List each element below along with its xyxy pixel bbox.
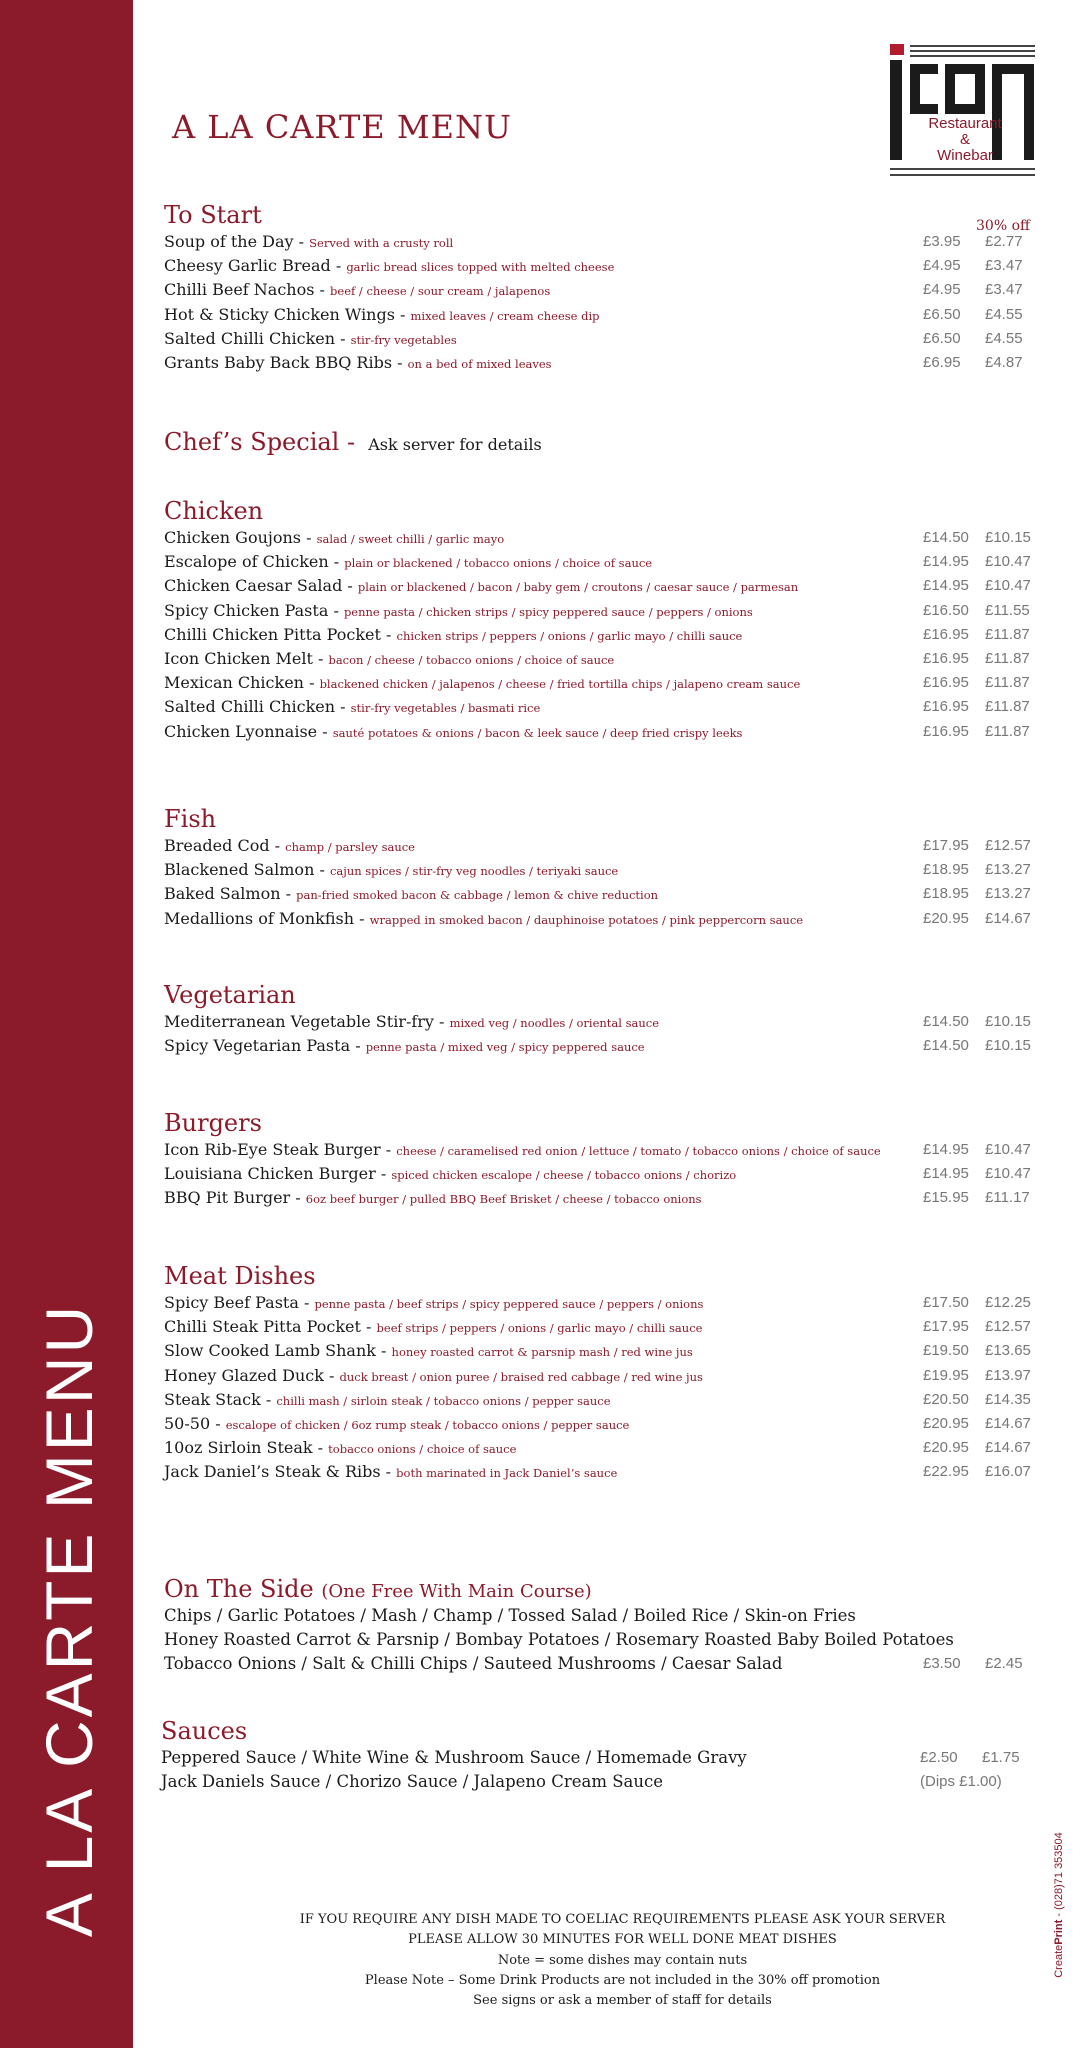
item-name: 50-50 - <box>164 1413 221 1433</box>
menu-item <box>164 907 1046 931</box>
item-name: Icon Rib-Eye Steak Burger - <box>164 1140 392 1159</box>
item-name: Chips / Garlic Potatoes / Mash / Champ / Tossed Salad / Boiled Rice / Skin-on Fries <box>164 1606 856 1625</box>
item-discounted-price: £1.75 <box>982 1749 1020 1766</box>
restaurant-logo: Restaurant & Winebar <box>890 40 1040 180</box>
item-discounted-price: £11.17 <box>985 1189 1030 1207</box>
item-name: Honey Roasted Carrot & Parsnip / Bombay Potatoes / Rosemary Roasted Baby Boiled Potatoes <box>164 1630 954 1650</box>
footer-line: Please Note – Some Drink Products are not included in the 30% off promotion <box>364 1972 881 1988</box>
item-price: £14.50 <box>923 1037 969 1055</box>
menu-item <box>164 550 1046 574</box>
item-description: mixed leaves / cream cheese dip <box>410 308 600 323</box>
item-price: £15.95 <box>923 1189 969 1207</box>
item-description: mixed veg / noodles / oriental sauce <box>449 1016 660 1030</box>
item-discounted-price: £3.47 <box>985 281 1023 299</box>
menu-section-burgers <box>164 1108 1046 1211</box>
item-discounted-price: £11.87 <box>985 722 1030 740</box>
footer-line: IF YOU REQUIRE ANY DISH MADE TO COELIAC REQUIREMENTS PLEASE ASK YOUR SERVER <box>299 1912 946 1927</box>
item-name: Chicken Goujons - <box>164 528 312 547</box>
item-price: £20.95 <box>923 1414 969 1432</box>
item-discounted-price: £12.57 <box>985 1318 1031 1336</box>
item-price: £22.95 <box>923 1463 969 1481</box>
item-price: £20.95 <box>923 909 969 927</box>
menu-item <box>164 858 1046 882</box>
section-heading: Meat Dishes <box>164 1262 316 1290</box>
item-price: £16.95 <box>923 722 969 740</box>
section-heading: To Start <box>164 201 262 229</box>
item-price: £16.95 <box>923 649 969 667</box>
discount-column-label: 30% off <box>976 218 1030 234</box>
item-name: Breaded Cod - <box>164 836 281 855</box>
item-discounted-price: £2.77 <box>985 233 1023 250</box>
item-name: Louisiana Chicken Burger - <box>164 1164 387 1184</box>
menu-item <box>164 647 1046 671</box>
item-name: Peppered Sauce / White Wine & Mushroom Sauce / Homemade Gravy <box>161 1748 747 1767</box>
item-price: £20.95 <box>923 1439 969 1457</box>
printer-credit: CreatePrint - (028)71 353504 <box>1053 1832 1065 1978</box>
item-discounted-price: £11.87 <box>985 674 1030 692</box>
menu-item <box>161 1770 1046 1794</box>
menu-section-vegetarian <box>164 980 1046 1058</box>
item-price: £14.95 <box>923 1165 969 1183</box>
item-discounted-price: £11.87 <box>985 698 1030 716</box>
item-price: £19.95 <box>923 1366 969 1384</box>
item-discounted-price: £13.65 <box>985 1342 1031 1360</box>
item-name: Soup of the Day - <box>164 232 305 251</box>
item-price: £6.95 <box>923 353 961 371</box>
section-heading: Burgers <box>164 1109 262 1137</box>
item-description: bacon / cheese / tobacco onions / choice of sauce <box>328 652 615 667</box>
item-price: £16.50 <box>923 601 969 619</box>
item-name: Steak Stack - <box>164 1389 272 1409</box>
item-price: £14.50 <box>923 529 969 546</box>
item-description: champ / parsley sauce <box>285 840 415 854</box>
menu-item <box>164 254 1046 278</box>
item-price: (Dips £1.00) <box>920 1773 1002 1791</box>
item-description: plain or blackened / tobacco onions / choice of sauce <box>344 556 653 571</box>
item-name: Spicy Beef Pasta - <box>164 1293 310 1312</box>
item-description: garlic bread slices topped with melted cheese <box>346 260 615 275</box>
section-heading: Vegetarian <box>164 981 296 1009</box>
item-discounted-price: £2.45 <box>985 1655 1023 1673</box>
item-description: beef / cheese / sour cream / jalapenos <box>330 284 551 299</box>
item-description: cheese / caramelised red onion / lettuce / tomato / tobacco onions / choice of sauce <box>396 1144 881 1158</box>
item-discounted-price: £11.87 <box>985 625 1030 643</box>
menu-item <box>164 303 1046 327</box>
item-price: £14.95 <box>923 1141 969 1158</box>
item-discounted-price: £4.87 <box>985 353 1023 371</box>
item-price: £16.95 <box>923 698 969 716</box>
item-price: £6.50 <box>923 329 961 347</box>
item-discounted-price: £10.47 <box>985 577 1031 595</box>
item-name: Mexican Chicken - <box>164 673 315 693</box>
item-discounted-price: £10.15 <box>985 1013 1031 1030</box>
section-heading: Fish <box>164 805 217 833</box>
menu-item <box>164 720 1046 744</box>
item-discounted-price: £12.25 <box>985 1294 1031 1311</box>
item-name: Icon Chicken Melt - <box>164 648 324 668</box>
menu-item <box>164 1010 1046 1034</box>
item-discounted-price: £10.15 <box>985 1037 1031 1055</box>
menu-item <box>164 1388 1046 1412</box>
item-name: Chicken Lyonnaise - <box>164 721 328 741</box>
item-price: £18.95 <box>923 861 969 879</box>
item-price: £2.50 <box>920 1749 958 1766</box>
item-name: Tobacco Onions / Salt & Chilli Chips / Sauteed Mushrooms / Caesar Salad <box>164 1654 783 1674</box>
item-description: penne pasta / chicken strips / spicy peppered sauce / peppers / onions <box>343 604 753 619</box>
item-price: £20.50 <box>923 1390 969 1408</box>
item-discounted-price: £14.67 <box>985 909 1031 927</box>
item-name: Medallions of Monkfish - <box>164 908 365 928</box>
menu-item <box>164 882 1046 906</box>
item-discounted-price: £12.57 <box>985 837 1031 854</box>
item-name: Hot & Sticky Chicken Wings - <box>164 304 406 324</box>
item-price: £17.95 <box>923 837 969 854</box>
menu-item <box>164 1138 1046 1162</box>
menu-item <box>164 1652 1046 1676</box>
item-name: Chilli Beef Nachos - <box>164 280 325 300</box>
item-price: £18.95 <box>923 885 969 903</box>
item-name: Chicken Caesar Salad - <box>164 576 353 596</box>
section-subtitle: (One Free With Main Course) <box>321 1581 592 1602</box>
menu-item <box>164 1291 1046 1315</box>
item-price: £14.50 <box>923 1013 969 1030</box>
item-price: £6.50 <box>923 305 961 323</box>
menu-item <box>164 1364 1046 1388</box>
item-name: Slow Cooked Lamb Shank - <box>164 1341 387 1361</box>
section-heading: Chicken <box>164 497 264 525</box>
menu-section-meat-dishes <box>164 1261 1046 1485</box>
item-description: duck breast / onion puree / braised red cabbage / red wine jus <box>339 1369 703 1384</box>
page-title: A LA CARTE MENU <box>172 108 512 146</box>
item-discounted-price: £10.47 <box>985 1141 1031 1158</box>
item-description: escalope of chicken / 6oz rump steak / tobacco onions / pepper sauce <box>225 1417 630 1432</box>
item-description: penne pasta / mixed veg / spicy peppered sauce <box>365 1040 645 1055</box>
item-name: Jack Daniel’s Steak & Ribs - <box>164 1462 392 1482</box>
footer-line: Note = some dishes may contain nuts <box>497 1952 748 1968</box>
menu-item <box>164 278 1046 302</box>
item-price: £19.50 <box>923 1342 969 1360</box>
item-discounted-price: £16.07 <box>985 1463 1031 1481</box>
item-discounted-price: £13.27 <box>985 885 1031 903</box>
item-price: £16.95 <box>923 625 969 643</box>
item-description: stir-fry vegetables <box>350 332 457 347</box>
item-description: plain or blackened / bacon / baby gem / croutons / caesar sauce / parmesan <box>357 580 799 595</box>
menu-item <box>164 599 1046 623</box>
menu-item <box>164 1162 1046 1186</box>
item-discounted-price: £14.67 <box>985 1439 1031 1457</box>
menu-item <box>164 574 1046 598</box>
chefs-special <box>164 428 542 456</box>
menu-item <box>161 1746 1046 1770</box>
item-name: Cheesy Garlic Bread - <box>164 256 342 276</box>
item-description: on a bed of mixed leaves <box>407 356 552 371</box>
item-discounted-price: £14.67 <box>985 1414 1031 1432</box>
item-price: £3.95 <box>923 233 961 250</box>
item-price: £4.95 <box>923 257 961 275</box>
menu-item <box>164 526 1046 550</box>
item-description: beef strips / peppers / onions / garlic mayo / chilli sauce <box>376 1321 703 1336</box>
item-price: £4.95 <box>923 281 961 299</box>
item-name: BBQ Pit Burger - <box>164 1188 301 1208</box>
item-price: £17.50 <box>923 1294 969 1311</box>
menu-section-sauces <box>161 1716 1046 1794</box>
item-name: Spicy Chicken Pasta - <box>164 600 339 620</box>
menu-item <box>164 1339 1046 1363</box>
item-discounted-price: £10.47 <box>985 553 1031 571</box>
item-description: salad / sweet chilli / garlic mayo <box>316 532 505 546</box>
item-description: sauté potatoes & onions / bacon & leek sauce / deep fried crispy leeks <box>332 725 743 740</box>
item-name: Jack Daniels Sauce / Chorizo Sauce / Jalapeno Cream Sauce <box>161 1772 664 1792</box>
item-discounted-price: £13.27 <box>985 861 1031 879</box>
item-description: blackened chicken / jalapenos / cheese / fried tortilla chips / jalapeno cream sauce <box>319 677 801 692</box>
item-name: Escalope of Chicken - <box>164 552 340 572</box>
sidebar-band <box>0 0 133 2048</box>
item-name: Baked Salmon - <box>164 884 292 904</box>
item-name: Salted Chilli Chicken - <box>164 328 346 348</box>
item-description: spiced chicken escalope / cheese / tobacco onions / chorizo <box>391 1168 737 1183</box>
item-name: Salted Chilli Chicken - <box>164 697 346 717</box>
menu-item <box>164 1436 1046 1460</box>
menu-item <box>164 1034 1046 1058</box>
section-heading: Sauces <box>161 1717 248 1745</box>
item-description: pan-fried smoked bacon & cabbage / lemon & chive reduction <box>296 888 659 903</box>
menu-section-chicken <box>164 496 1046 744</box>
menu-item <box>164 671 1046 695</box>
item-discounted-price: £4.55 <box>985 329 1023 347</box>
item-price: £3.50 <box>923 1655 961 1673</box>
footer-notes <box>180 1910 1065 2011</box>
menu-item <box>164 1604 1046 1628</box>
item-description: penne pasta / beef strips / spicy peppered sauce / peppers / onions <box>314 1297 704 1311</box>
item-description: Served with a crusty roll <box>309 236 454 250</box>
item-name: Grants Baby Back BBQ Ribs - <box>164 352 403 372</box>
menu-item <box>164 1315 1046 1339</box>
menu-item <box>164 623 1046 647</box>
item-price: £17.95 <box>923 1318 969 1336</box>
chefs-special-text: Ask server for details <box>368 435 542 454</box>
item-description: chilli mash / sirloin steak / tobacco onions / pepper sauce <box>276 1393 611 1408</box>
menu-section-to-start <box>164 200 1046 375</box>
item-discounted-price: £13.97 <box>985 1366 1031 1384</box>
footer-line: PLEASE ALLOW 30 MINUTES FOR WELL DONE MEAT DISHES <box>408 1932 837 1948</box>
item-description: chicken strips / peppers / onions / garlic mayo / chilli sauce <box>396 628 743 643</box>
menu-item <box>164 1186 1046 1210</box>
item-description: honey roasted carrot & parsnip mash / red wine jus <box>391 1345 693 1360</box>
item-discounted-price: £11.87 <box>985 649 1030 667</box>
item-name: Chilli Steak Pitta Pocket - <box>164 1317 372 1337</box>
section-heading: On The Side (One Free With Main Course) <box>164 1575 592 1603</box>
item-discounted-price: £3.47 <box>985 257 1023 275</box>
menu-item <box>164 1412 1046 1436</box>
chefs-special-heading: Chef’s Special - <box>164 428 356 456</box>
item-name: Honey Glazed Duck - <box>164 1365 335 1385</box>
item-price: £14.95 <box>923 577 969 595</box>
item-price: £14.95 <box>923 553 969 571</box>
item-description: 6oz beef burger / pulled BBQ Beef Brisket / cheese / tobacco onions <box>305 1192 702 1207</box>
menu-item <box>164 327 1046 351</box>
menu-item <box>164 695 1046 719</box>
menu-item <box>164 230 1046 254</box>
item-discounted-price: £14.35 <box>985 1390 1031 1408</box>
menu-section-fish <box>164 804 1046 931</box>
menu-item <box>164 834 1046 858</box>
item-discounted-price: £11.55 <box>985 601 1030 619</box>
item-description: wrapped in smoked bacon / dauphinoise potatoes / pink peppercorn sauce <box>369 912 804 927</box>
menu-item <box>164 351 1046 375</box>
item-name: Spicy Vegetarian Pasta - <box>164 1036 361 1056</box>
item-discounted-price: £10.15 <box>985 529 1031 546</box>
menu-item <box>164 1460 1046 1484</box>
item-description: both marinated in Jack Daniel’s sauce <box>396 1466 618 1481</box>
item-name: Blackened Salmon - <box>164 860 325 880</box>
item-name: 10oz Sirloin Steak - <box>164 1438 324 1458</box>
item-description: cajun spices / stir-fry veg noodles / teriyaki sauce <box>329 864 619 879</box>
item-name: Chilli Chicken Pitta Pocket - <box>164 624 392 644</box>
item-price: £16.95 <box>923 674 969 692</box>
item-discounted-price: £4.55 <box>985 305 1023 323</box>
item-discounted-price: £10.47 <box>985 1165 1031 1183</box>
item-name: Mediterranean Vegetable Stir-fry - <box>164 1012 445 1031</box>
item-description: tobacco onions / choice of sauce <box>328 1442 517 1457</box>
menu-item <box>164 1628 1046 1652</box>
footer-line: See signs or ask a member of staff for details <box>473 1993 772 2009</box>
item-description: stir-fry vegetables / basmati rice <box>350 701 541 716</box>
sidebar-title: A LA CARTE MENU <box>32 1302 106 1938</box>
menu-section-on-the-side <box>164 1574 1046 1677</box>
